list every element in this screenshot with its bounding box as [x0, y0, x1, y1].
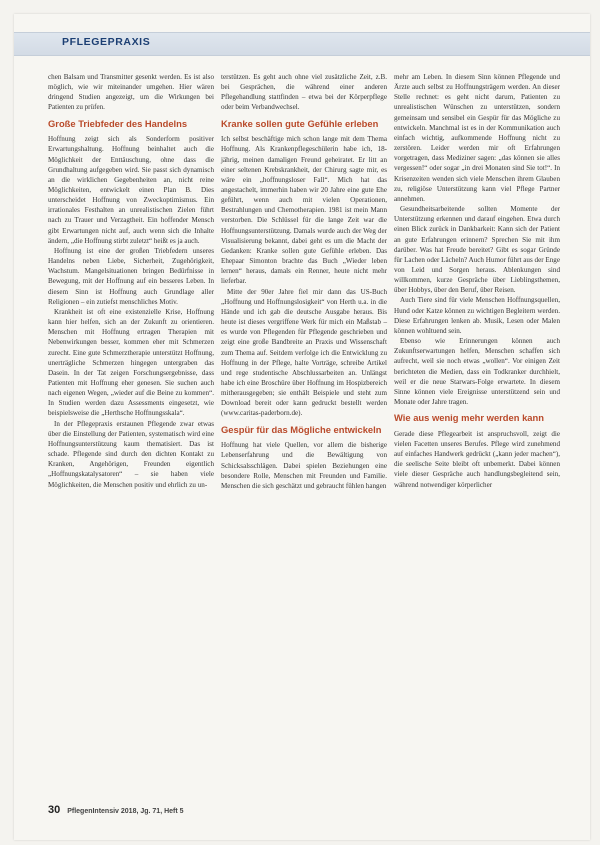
paragraph: Hoffnung zeigt sich als Sonderform positiver Erwartungshaltung. Hoffnung beinhaltet auch die Möglichkeit der Enttäuschung, ohne dass die Grundhaltung aufgegeben wird. Sie passt sich dynamisch an die wirklichen Gegebenheiten an, nicht reine Möglichkeiten, entwickelt einen Plan B. Dies unterscheidet Hoffnung von Zweckoptimismus. Ein irrationales Festhalten an unrealistischen Zielen führt nach zu Trauer und Verzagtheit. Ein hoffender Mensch gibt Erwartungen nicht auf, auch wenn sich die Inhalte ändern, „die Hoffnung stirbt zuletzt“ heißt es ja auch.: [48, 135, 214, 245]
page-footer: [48, 804, 184, 816]
magazine-page: [14, 14, 590, 840]
page-number: 30: [48, 804, 61, 816]
section-label: PFLEGEPRAXIS: [62, 36, 151, 48]
paragraph: Mitte der 90er Jahre fiel mir dann das US-Buch „Hoffnung und Hoffnungslosigkeit“ von Herth u.a. in die Hände und ich gab die deutsche Ausgabe heraus. Bis heute ist dieses vergriffene Werk für mich ein Maßstab – es wurde von Pflegenden für Pflegende geschrieben und zeigt eine große Bandbreite an Praxis und Wissenschaft zum Thema auf. Seitdem verfolge ich die Entwicklung zu Hoffnung in der Pflege, halte Vorträge, schreibe Artikel und rege studentische Abschlussarbeiten an. Unlängst habe ich eine Broschüre über Hoffnung im Hospizbereich mitherausgegeben; sie enthält Beispiele und steht zum Download bereit oder kann gedruckt bestellt werden (www.caritas-paderborn.de).: [221, 287, 387, 418]
paragraph: Hoffnung ist eine der großen Triebfedern unseres Handelns neben Liebe, Sicherheit, Zugehörigkeit, Wachstum. Mangelsituationen bringen Bedürfnisse in Bewegung, mit der Hoffnung auf ein besseres Leben. In diesem Sinn ist Hoffnung auch Grundlage aller Religionen – ein zutiefst menschliches Motiv.: [48, 246, 214, 306]
paragraph: Gerade diese Pflegearbeit ist anspruchsvoll, zeigt die vielen Facetten unseres Berufes. Pflege wird zunehmend auf einfaches Handwerk gedrückt („kann jeder machen“), die seelische Seite bleibt oft unbemerkt. Dabei können viele dieser Gespräche auch handlungsbegleitend sein, während notwendiger körperlicher: [394, 429, 560, 489]
subheading: Kranke sollen gute Gefühle erleben: [221, 117, 379, 129]
text-column-2: [221, 72, 387, 491]
paragraph: mehr am Leben. In diesem Sinn können Pflegende und Ärzte auch selbst zu Hoffnungsträgern werden. An dieser Stelle rechnet: es geht nicht darum, Patienten zu unrealistischen Wünschen zu unterstützen, sondern gemeinsam und sensibel ein Gespür für das Mögliche zu entwickeln. Manchmal ist es in der Kommunikation auch einfach wichtig, aufkommende Hoffnung nicht zu zerstören. Leider werden mir oft Erfahrungen vorgetragen, dass Mediziner sagen: „das können sie alles vergessen!“ oder sogar „in drei Monaten sind Sie tot!“. In Krisenzeiten wenden sich viele Menschen ihrem Glauben zu, religiöse Unterstützung kann viel Pflege Partner annehmen.: [394, 73, 560, 203]
paragraph: Ebenso wie Erinnerungen können auch Zukunftserwartungen helfen, Menschen schaffen sich aufrecht, weil sie noch etwas „wollen“. Vor einigen Zeit berichteten die Medien, dass ein Todkranker durchhielt, weil er die neue Starwars-Folge erwartete. In diesem Sinne können viele Ereignisse unterstützend sein und Monate oder Jahre tragen.: [394, 337, 560, 406]
paragraph: Ich selbst beschäftige mich schon lange mit dem Thema Hoffnung. Als Krankenpflegeschülerin habe ich, 18-jährig, meinen damaligen Freund geheiratet. Er litt an einer seltenen Krebskrankheit, der Chirurg sagte mir, es wäre ein „hoffnungsloser Fall“. Mich hat das angestachelt, immerhin haben wir 20 Jahre eine gute Ehe geführt, wenn auch mit vielen Operationen, Bestrahlungen und Chemotherapien. 1981 ist mein Mann verstorben. Die Schlüssel für die lange Zeit war die Hoffnungsunterstützung. Damals wurde auch der Weg der Visualisierung bekannt, dabei geht es um die Macht der Gedanken: Kranke sollen gute Gefühle erleben. Das Ehepaar Simonton brachte das Buch „Wieder leben lernen“ heraus, damals ein Renner, heute nicht mehr lieferbar.: [221, 135, 387, 286]
paragraph: Auch Tiere sind für viele Menschen Hoffnungsquellen, Hund oder Katze können zu wichtigen Begleitern werden. Diese Erfahrungen lenken ab. Musik, Lesen oder Malen können wohltuend sein.: [394, 296, 560, 335]
text-column-3: [394, 72, 560, 490]
paragraph: chen Balsam und Transmitter gesenkt werden. Es ist also möglich, wie wir miteinander umgehen. Hier wären dringend Studien angezeigt, um die Wirkungen bei Patienten zu prüfen.: [48, 73, 214, 112]
subheading: Gespür für das Mögliche entwickeln: [221, 423, 382, 435]
subheading: Wie aus wenig mehr werden kann: [394, 412, 544, 424]
paragraph: Krankheit ist oft eine existenzielle Krise, Hoffnung kann hier helfen, sich an der Zukunft zu orientieren. Menschen mit Hoffnung ertragen Therapien mit Nebenwirkungen besser, kommen eher mit Schmerzen zurecht. Eine gute Schmerztherapie unterstützt Hoffnung, unerträgliche Schmerzen hingegen untergraben das Dasein. In der Tat zeigen Forschungsergebnisse, dass Patienten mit Hoffnung eher genesen. Sie suchen auch nach eigenen Wegen, „wieder auf die Beine zu kommen“. In Studien werden dazu Assessments eingesetzt, wie beispielsweise die „Herthsche Hoffnungsskala“.: [48, 307, 214, 418]
paragraph: In der Pflegepraxis erstaunen Pflegende zwar etwas über die Einstellung der Patienten, systematisch wird eine Hoffnungsunterstützung kaum thematisiert. Das ist schade. Pflegende sind durch den dichten Kontakt zu Kranken, Angehörigen, Freunden eigentlich „Hoffnungskatalysatoren“ – sie haben viele Möglichkeiten, die Menschen positiv und ehrlich zu un-: [48, 419, 214, 489]
paragraph: Hoffnung hat viele Quellen, vor allem die bisherige Lebenserfahrung und die Bewältigung von Schicksalsschlägen. Dabei spielen Beziehungen eine besondere Rolle, Menschen mit Freunden und Familie. Menschen die sich geschätzt und gebraucht fühlen hangen: [221, 441, 387, 490]
paragraph: terstützen. Es geht auch ohne viel zusätzliche Zeit, z.B. bei Gesprächen, die während einer anderen Pflegehandlung stattfinden – etwa bei der Körperpflege oder beim Verbandwechsel.: [221, 73, 387, 112]
journal-name: PflegenIntensiv: [67, 808, 119, 815]
paragraph: Gesundheitsarbeitende sollten Momente der Unterstützung erkennen und darauf eingehen. Etwa durch einen Blick zurück in Dankbarkeit: Kann sich der Patient an gute Erfahrungen erinnern? Sprechen Sie mit ihm darüber. Was hat Freude bereitet? Gibt es sogar Gründe für Lachen oder Lächeln? Auch Humor führt aus der Enge von Leid und Sorgen heraus. Ablenkungen sind willkommen, kurze Gespräche über Lieblingsthemen, über Hobbys, über den Beruf, über Reisen.: [394, 205, 560, 295]
journal-issue: 2018, Jg. 71, Heft 5: [120, 808, 184, 815]
subheading: Große Triebfeder des Handelns: [48, 117, 188, 129]
text-column-1: [48, 72, 214, 490]
section-header-bar: [14, 32, 590, 56]
